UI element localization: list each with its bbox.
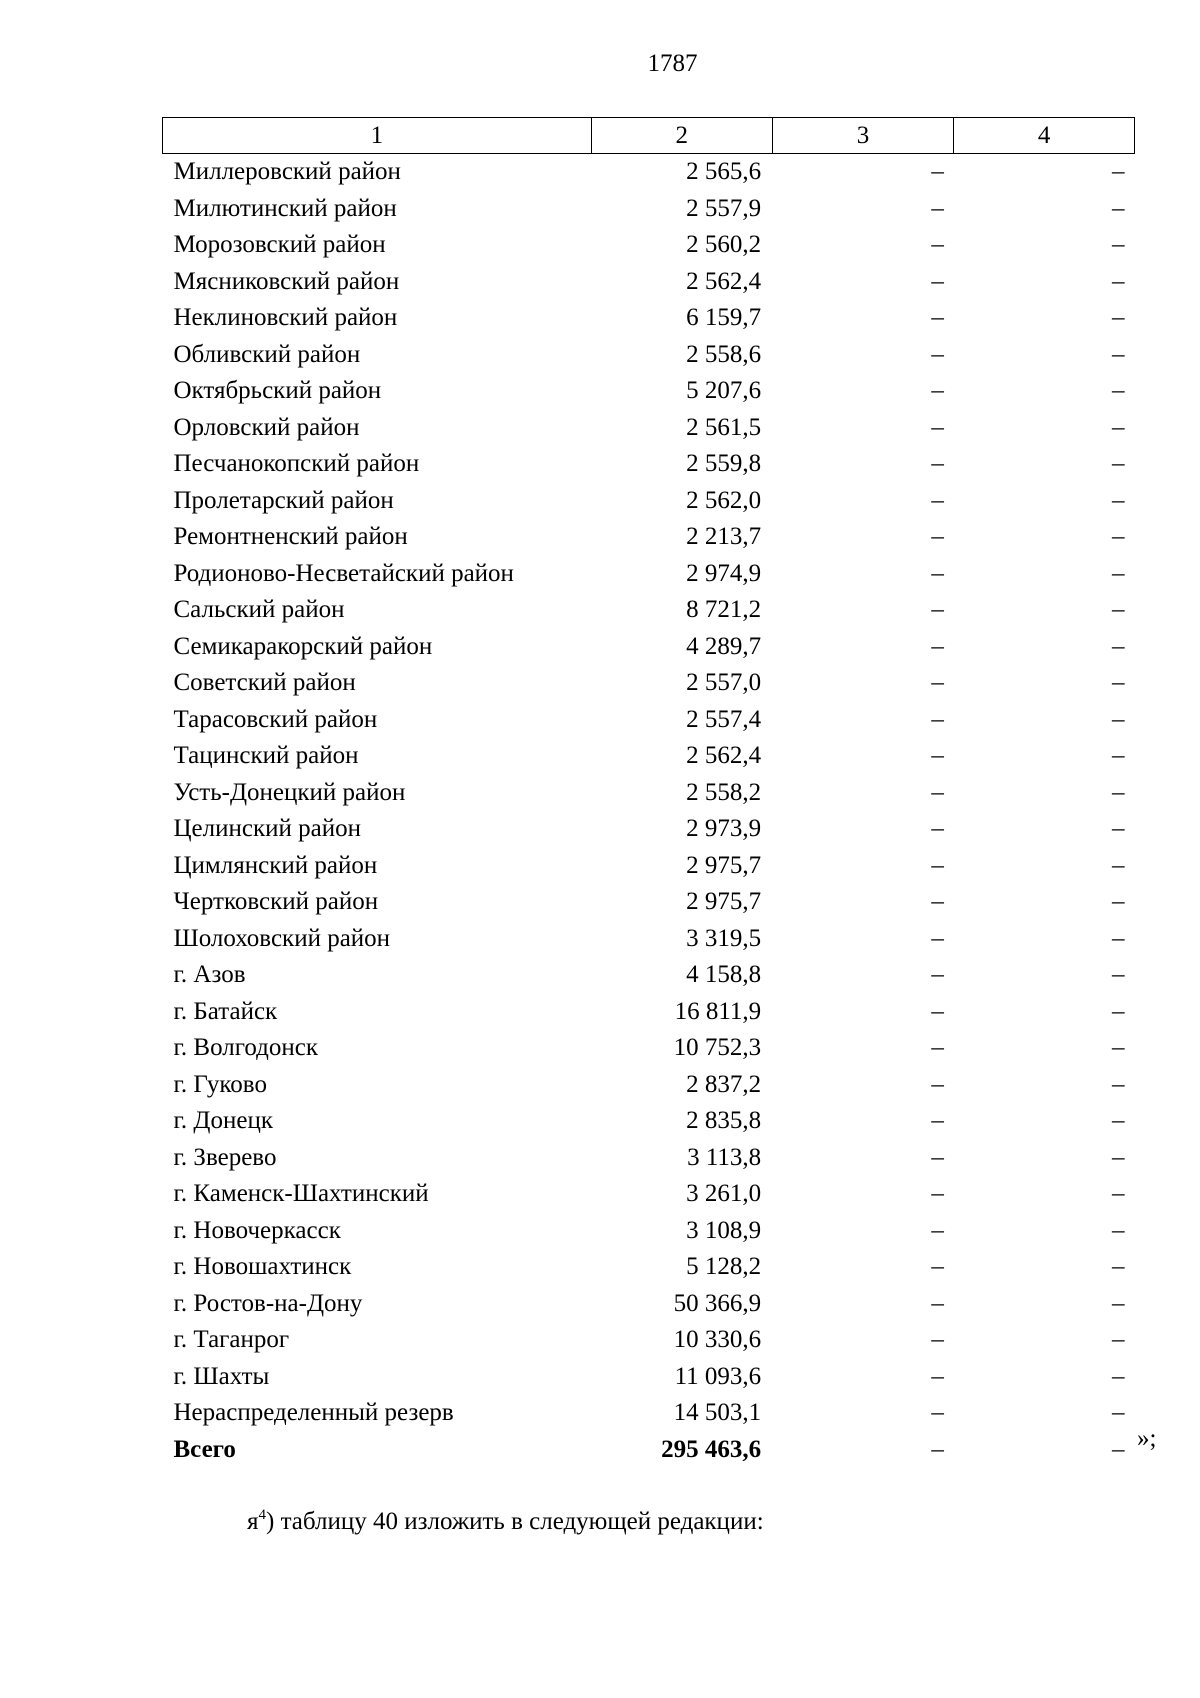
row-col-4: –	[1112, 1034, 1125, 1062]
table-row	[163, 410, 1135, 447]
row-value: 2 558,6	[686, 340, 762, 368]
row-value: 3 113,8	[687, 1143, 762, 1171]
row-value: 10 752,3	[673, 1034, 762, 1062]
table-row	[163, 1103, 1135, 1140]
row-name: Шолоховский район	[173, 924, 391, 952]
row-name: Неклиновский район	[173, 304, 398, 332]
row-value: 3 319,5	[686, 924, 762, 952]
row-name: Усть-Донецкий район	[173, 778, 406, 806]
row-name: Сальский район	[173, 596, 345, 624]
table-row	[163, 665, 1135, 702]
row-col-4: –	[1112, 231, 1125, 259]
row-col-4: –	[1112, 596, 1125, 624]
row-name: Ремонтненский район	[173, 523, 408, 551]
table-row	[163, 848, 1135, 885]
row-col-3: –	[931, 961, 944, 989]
row-name: Октябрьский район	[173, 377, 382, 405]
table-row	[163, 994, 1135, 1031]
row-name: г. Батайск	[173, 997, 278, 1025]
row-name: г. Новошахтинск	[173, 1253, 352, 1281]
row-name: г. Таганрог	[173, 1326, 290, 1354]
row-col-3: –	[931, 997, 944, 1025]
row-value: 2 562,0	[686, 486, 762, 514]
row-name: г. Донецк	[173, 1107, 273, 1135]
paragraph-superscript: 4	[258, 1507, 266, 1523]
row-value: 2 558,2	[686, 778, 762, 806]
total-label: Всего	[173, 1435, 236, 1463]
row-col-4: –	[1112, 778, 1125, 806]
total-col-4: –	[1112, 1435, 1125, 1463]
row-col-3: –	[931, 523, 944, 551]
row-name: Чертковский район	[173, 888, 379, 916]
row-value: 2 975,7	[686, 888, 762, 916]
row-name: Орловский район	[173, 413, 360, 441]
table-row	[163, 629, 1135, 666]
row-col-4: –	[1112, 705, 1125, 733]
row-col-3: –	[931, 1180, 944, 1208]
row-col-3: –	[931, 267, 944, 295]
row-name: Песчанокопский район	[173, 450, 420, 478]
paragraph-text: ) таблицу 40 изложить в следующей редакции:	[266, 1508, 764, 1535]
closing-quote: »;	[1137, 1425, 1157, 1452]
table-row	[163, 1249, 1135, 1286]
table-row	[163, 1286, 1135, 1323]
table-row	[163, 373, 1135, 410]
row-name: Тарасовский район	[173, 705, 378, 733]
row-name: Милютинский район	[173, 194, 397, 222]
total-row	[163, 1432, 1135, 1469]
row-col-4: –	[1112, 267, 1125, 295]
row-name: Родионово-Несветайский район	[173, 559, 514, 587]
row-col-4: –	[1112, 304, 1125, 332]
total-col-3: –	[931, 1435, 944, 1463]
table-row	[163, 519, 1135, 556]
row-name: Целинский район	[173, 815, 361, 843]
row-col-4: –	[1112, 340, 1125, 368]
row-value: 2 835,8	[686, 1107, 762, 1135]
header-row	[163, 118, 1135, 154]
row-col-3: –	[931, 778, 944, 806]
row-value: 5 207,6	[686, 377, 762, 405]
row-col-4: –	[1112, 1107, 1125, 1135]
row-name: г. Шахты	[173, 1362, 270, 1390]
table-row	[163, 483, 1135, 520]
row-col-3: –	[931, 1034, 944, 1062]
row-col-3: –	[931, 1253, 944, 1281]
row-col-4: –	[1112, 486, 1125, 514]
row-name: г. Азов	[173, 961, 246, 989]
table-row	[163, 1322, 1135, 1359]
page-number-text: 1787	[647, 50, 698, 77]
row-col-4: –	[1112, 194, 1125, 222]
row-value: 2 557,9	[686, 194, 762, 222]
row-value: 2 974,9	[686, 559, 762, 587]
table-row	[163, 921, 1135, 958]
table-header	[163, 118, 1135, 154]
row-col-4: –	[1112, 888, 1125, 916]
table-row	[163, 592, 1135, 629]
row-col-3: –	[931, 1143, 944, 1171]
row-col-4: –	[1112, 924, 1125, 952]
table-row	[163, 1067, 1135, 1104]
row-value: 11 093,6	[674, 1362, 762, 1390]
row-value: 6 159,7	[686, 304, 762, 332]
table-row	[163, 264, 1135, 301]
row-col-3: –	[931, 924, 944, 952]
row-value: 5 128,2	[686, 1253, 762, 1281]
row-col-3: –	[931, 1070, 944, 1098]
row-col-3: –	[931, 194, 944, 222]
row-value: 2 562,4	[686, 742, 762, 770]
row-col-3: –	[931, 1326, 944, 1354]
row-col-4: –	[1112, 1070, 1125, 1098]
row-col-3: –	[931, 632, 944, 660]
table-row	[163, 227, 1135, 264]
row-col-4: –	[1112, 450, 1125, 478]
row-value: 8 721,2	[686, 596, 762, 624]
row-value: 2 975,7	[686, 851, 762, 879]
row-name: г. Ростов-на-Дону	[173, 1289, 363, 1317]
row-col-3: –	[931, 888, 944, 916]
row-col-4: –	[1112, 997, 1125, 1025]
table-row	[163, 1176, 1135, 1213]
row-value: 2 562,4	[686, 267, 762, 295]
row-value: 2 559,8	[686, 450, 762, 478]
row-name: Тацинский район	[173, 742, 359, 770]
row-value: 2 973,9	[686, 815, 762, 843]
row-value: 3 261,0	[686, 1180, 762, 1208]
paragraph-letter: я	[247, 1508, 259, 1535]
table-row	[163, 1030, 1135, 1067]
row-col-4: –	[1112, 1253, 1125, 1281]
row-col-4: –	[1112, 1143, 1125, 1171]
table-row	[163, 738, 1135, 775]
row-col-3: –	[931, 559, 944, 587]
row-value: 16 811,9	[674, 997, 762, 1025]
row-value: 10 330,6	[673, 1326, 762, 1354]
table-row	[163, 337, 1135, 374]
row-name: г. Каменск-Шахтинский	[173, 1180, 429, 1208]
row-col-3: –	[931, 1216, 944, 1244]
total-value: 295 463,6	[661, 1435, 762, 1463]
table-body	[163, 154, 1135, 1469]
row-col-4: –	[1112, 559, 1125, 587]
row-name: Миллеровский район	[173, 158, 401, 186]
row-col-3: –	[931, 1107, 944, 1135]
row-col-4: –	[1112, 1399, 1125, 1427]
table-row	[163, 702, 1135, 739]
row-col-3: –	[931, 158, 944, 186]
row-name: Мясниковский район	[173, 267, 400, 295]
row-name: г. Гуково	[173, 1070, 267, 1098]
row-value: 2 557,4	[686, 705, 762, 733]
row-col-4: –	[1112, 632, 1125, 660]
header-col-3: 3	[772, 118, 954, 154]
row-col-4: –	[1112, 669, 1125, 697]
row-col-4: –	[1112, 413, 1125, 441]
row-col-4: –	[1112, 1289, 1125, 1317]
row-col-4: –	[1112, 851, 1125, 879]
row-name: Пролетарский район	[173, 486, 394, 514]
row-value: 50 366,9	[673, 1289, 762, 1317]
row-col-3: –	[931, 742, 944, 770]
table-row	[163, 1359, 1135, 1396]
table-row	[163, 154, 1135, 191]
row-name: г. Новочеркасск	[173, 1216, 341, 1244]
header-col-4: 4	[954, 118, 1135, 154]
row-name: Обливский район	[173, 340, 361, 368]
row-col-3: –	[931, 304, 944, 332]
table-row	[163, 300, 1135, 337]
row-col-3: –	[931, 669, 944, 697]
row-value: 2 565,6	[686, 158, 762, 186]
table-row	[163, 775, 1135, 812]
row-name: Нераспределенный резерв	[173, 1399, 454, 1427]
table-row	[163, 884, 1135, 921]
row-col-4: –	[1112, 1216, 1125, 1244]
row-col-3: –	[931, 1289, 944, 1317]
row-col-3: –	[931, 705, 944, 733]
row-col-4: –	[1112, 523, 1125, 551]
row-value: 2 557,0	[686, 669, 762, 697]
row-col-3: –	[931, 450, 944, 478]
row-value: 2 561,5	[686, 413, 762, 441]
row-col-3: –	[931, 815, 944, 843]
table-row	[163, 1140, 1135, 1177]
row-value: 2 837,2	[686, 1070, 762, 1098]
row-value: 3 108,9	[686, 1216, 762, 1244]
row-col-3: –	[931, 231, 944, 259]
row-value: 2 213,7	[686, 523, 762, 551]
row-name: Морозовский район	[173, 231, 386, 259]
row-name: г. Зверево	[173, 1143, 277, 1171]
row-col-3: –	[931, 596, 944, 624]
row-col-3: –	[931, 851, 944, 879]
table-row	[163, 957, 1135, 994]
row-col-3: –	[931, 413, 944, 441]
row-name: Цимлянский район	[173, 851, 378, 879]
table-row	[163, 191, 1135, 228]
row-col-4: –	[1112, 742, 1125, 770]
row-col-3: –	[931, 1399, 944, 1427]
row-col-3: –	[931, 1362, 944, 1390]
table-row	[163, 1213, 1135, 1250]
row-col-4: –	[1112, 1326, 1125, 1354]
amendment-paragraph	[247, 1497, 764, 1540]
row-col-3: –	[931, 340, 944, 368]
table-row	[163, 1395, 1135, 1432]
row-col-3: –	[931, 377, 944, 405]
row-col-4: –	[1112, 961, 1125, 989]
page-number	[0, 50, 1200, 78]
row-col-4: –	[1112, 158, 1125, 186]
row-name: Советский район	[173, 669, 356, 697]
row-col-4: –	[1112, 377, 1125, 405]
row-value: 14 503,1	[673, 1399, 762, 1427]
row-col-3: –	[931, 486, 944, 514]
table-row	[163, 446, 1135, 483]
row-value: 4 158,8	[686, 961, 762, 989]
row-col-4: –	[1112, 1362, 1125, 1390]
row-value: 4 289,7	[686, 632, 762, 660]
header-col-1: 1	[163, 118, 592, 154]
row-value: 2 560,2	[686, 231, 762, 259]
row-col-4: –	[1112, 1180, 1125, 1208]
table-row	[163, 556, 1135, 593]
row-col-4: –	[1112, 815, 1125, 843]
budget-table	[162, 117, 1135, 1468]
header-col-2: 2	[591, 118, 772, 154]
row-name: Семикаракорский район	[173, 632, 433, 660]
row-name: г. Волгодонск	[173, 1034, 319, 1062]
table-row	[163, 811, 1135, 848]
